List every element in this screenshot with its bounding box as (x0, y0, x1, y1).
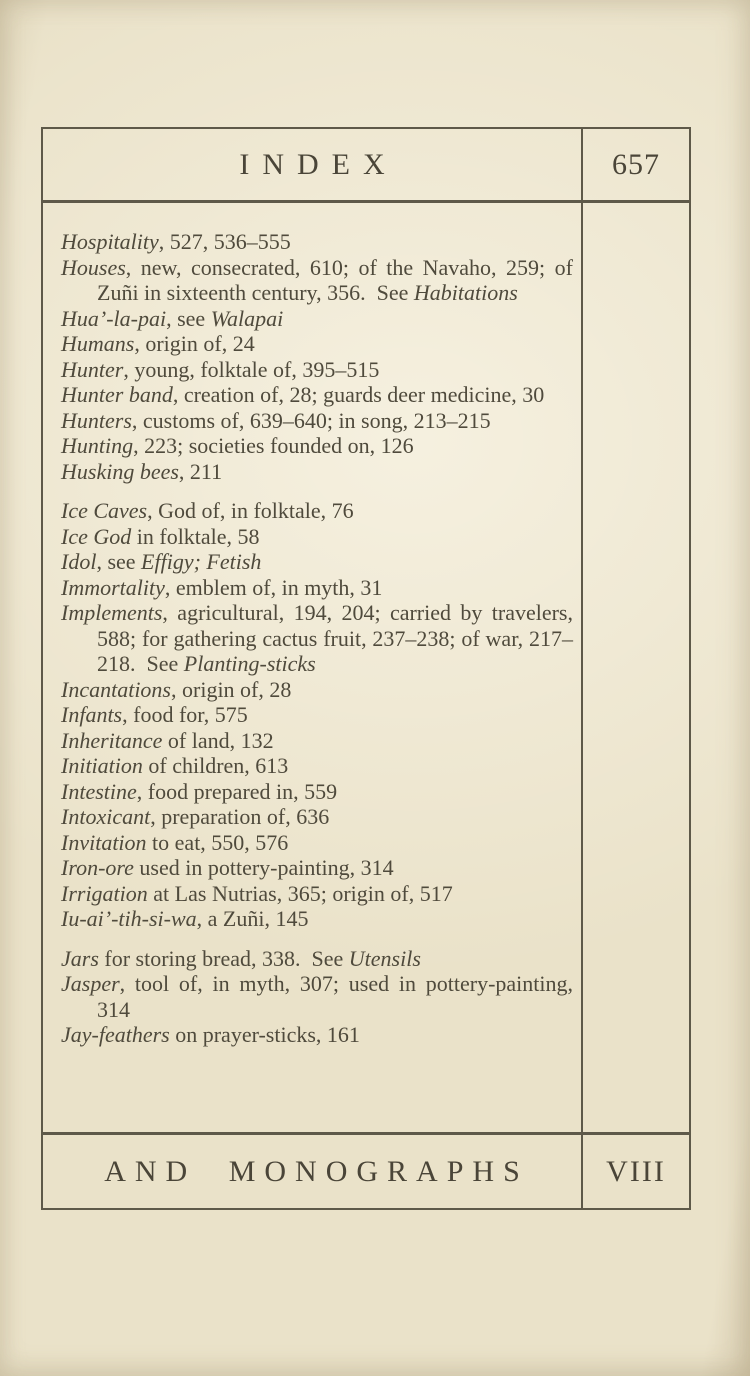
index-entry (61, 357, 573, 383)
page-header (43, 129, 689, 203)
index-entry (61, 600, 573, 677)
entry-term: Irrigation (61, 880, 148, 906)
entry-term: Habitations (413, 280, 518, 305)
entry-term: Walapai (210, 305, 284, 331)
entry-text: , preparation of, 636 (150, 804, 330, 829)
entry-text: , young, folktale of, 395–515 (123, 356, 380, 382)
index-entry (61, 779, 573, 805)
index-entry (61, 1022, 573, 1048)
entry-term: Jay-feathers (61, 1022, 170, 1047)
entry-text: , agricultural, 194, 204; carried by travelers, 588; for gathering cactus fruit, 237–238; of war, 217–218. See (97, 600, 573, 676)
entry-term: Planting-sticks (183, 651, 316, 676)
entry-term: Hunting (61, 433, 134, 458)
entry-term: Utensils (348, 945, 421, 971)
series-title: AND MONOGRAPHS (104, 1154, 529, 1188)
index-entry (61, 677, 573, 703)
entry-term: Hospitality (61, 229, 159, 254)
index-entry (61, 382, 573, 408)
header-title-cell (43, 129, 583, 200)
entry-text: , food prepared in, 559 (136, 778, 338, 804)
entry-text: , tool of, in myth, 307; used in pottery-painting, 314 (97, 971, 573, 1022)
entry-term: Husking bees (61, 458, 179, 484)
entry-term: Initiation (61, 753, 143, 778)
entry-term: Jars (61, 945, 99, 971)
entry-term: Ice Caves (61, 498, 148, 523)
index-entries (43, 203, 583, 1132)
index-entry (61, 331, 573, 357)
index-entry (61, 306, 573, 332)
margin-column (583, 203, 689, 1132)
entry-text: at Las Nutrias, 365; origin of, 517 (147, 880, 453, 906)
entry-term: Intoxicant (61, 804, 151, 829)
entry-text: , a Zuñi, 145 (196, 906, 309, 931)
entry-text: in folktale, 58 (131, 523, 260, 549)
entry-text: , new, consecrated, 610; of the Navaho, 259; of Zuñi in sixteenth century, 356. See (97, 254, 573, 305)
entry-group (61, 498, 573, 932)
footer-volume-cell (583, 1135, 689, 1208)
entry-term: Effigy; Fetish (141, 549, 262, 574)
volume-number: VIII (606, 1154, 666, 1188)
entry-term: Iron-ore (61, 855, 134, 880)
entry-term: Ice God (61, 523, 132, 549)
entry-text: , emblem of, in myth, 31 (164, 574, 383, 600)
index-entry (61, 498, 573, 524)
entry-text: , 223; societies founded on, 126 (133, 433, 414, 458)
page-title: INDEX (239, 147, 398, 181)
index-entry (61, 575, 573, 601)
entry-term: Hunters (61, 407, 132, 433)
entry-text: of children, 613 (142, 753, 289, 778)
index-entry (61, 830, 573, 856)
header-page-number-cell (583, 129, 689, 200)
entry-text: , 211 (178, 458, 223, 484)
index-entry (61, 433, 573, 459)
index-entry (61, 255, 573, 306)
index-entry (61, 906, 573, 932)
entry-group (61, 229, 573, 484)
entry-text: , 527, 536–555 (158, 229, 291, 254)
entry-term: Hunter (61, 356, 124, 382)
index-entry (61, 524, 573, 550)
index-entry (61, 728, 573, 754)
index-entry (61, 971, 573, 1022)
entry-term: Intestine (61, 778, 137, 804)
page-frame (41, 127, 691, 1210)
entry-text: , see (166, 305, 211, 331)
index-entry (61, 946, 573, 972)
entry-term: Idol (61, 549, 97, 574)
entry-term: Infants (61, 702, 123, 727)
index-entry (61, 753, 573, 779)
index-entry (61, 855, 573, 881)
entry-text: to eat, 550, 576 (146, 829, 289, 855)
entry-text: , origin of, 24 (134, 331, 255, 356)
entry-text: for storing bread, 338. See (98, 945, 349, 971)
page-number: 657 (612, 147, 660, 181)
entry-term: Humans (61, 331, 135, 356)
entry-term: Immortality (61, 574, 165, 600)
index-entry (61, 549, 573, 575)
entry-text: , see (96, 549, 142, 574)
entry-term: Inheritance (61, 727, 163, 753)
entry-term: Iu-ai’-tih-si-wa (61, 906, 197, 931)
footer-series-cell (43, 1135, 583, 1208)
entry-text: , origin of, 28 (171, 676, 292, 702)
entry-term: Incantations (61, 676, 171, 702)
index-entry (61, 459, 573, 485)
index-entry (61, 408, 573, 434)
entry-text: on prayer-sticks, 161 (169, 1022, 360, 1047)
entry-text: , God of, in folktale, 76 (147, 498, 354, 523)
entry-term: Houses (61, 254, 126, 280)
entry-term: Implements (61, 600, 163, 625)
entry-text: , customs of, 639–640; in song, 213–215 (131, 407, 491, 433)
entry-term: Hua’-la-pai (61, 305, 167, 331)
index-entry (61, 702, 573, 728)
entry-text: used in pottery-painting, 314 (133, 855, 394, 880)
entry-text: , creation of, 28; guards deer medicine, 30 (172, 382, 545, 407)
entry-term: Invitation (61, 829, 147, 855)
entry-term: Hunter band (61, 382, 173, 407)
page-footer (43, 1132, 689, 1208)
entry-group (61, 946, 573, 1048)
entry-text: , food for, 575 (122, 702, 248, 727)
page-body (43, 203, 689, 1132)
index-entry (61, 229, 573, 255)
index-entry (61, 804, 573, 830)
index-entry (61, 881, 573, 907)
entry-term: Jasper (61, 971, 120, 996)
entry-text: of land, 132 (162, 727, 274, 753)
